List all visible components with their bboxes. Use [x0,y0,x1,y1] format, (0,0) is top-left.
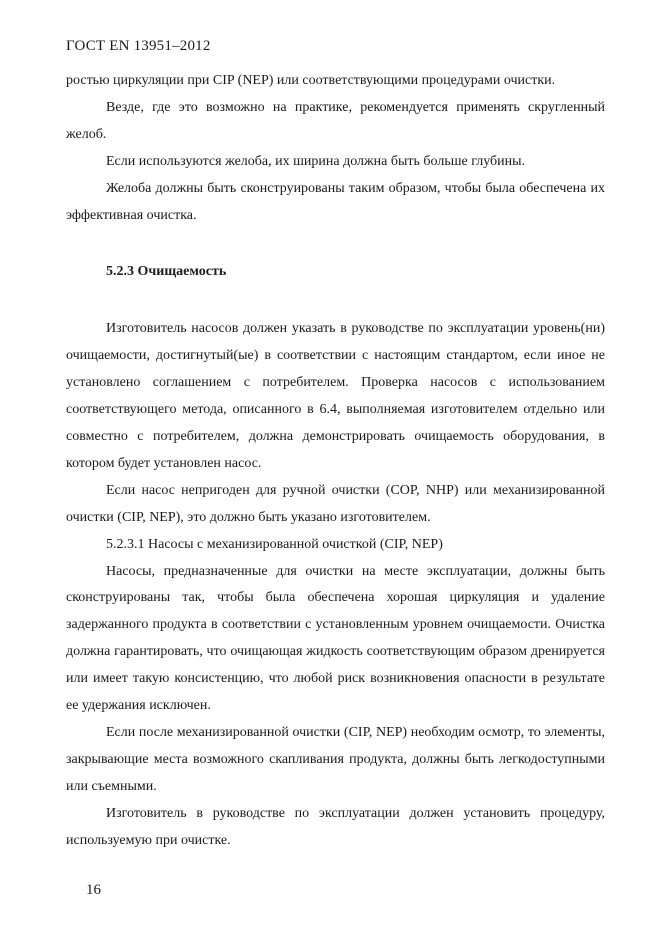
paragraph-gutter-width: Если используются желоба, их ширина должна быть больше глубины. [106,153,526,169]
paragraph-continuation: ростью циркуляции при CIP (NEP) или соответствующими процедурами очистки. [66,73,556,88]
section-heading-cleanability: 5.2.3 Очищаемость [106,264,227,280]
document-body [66,68,605,854]
paragraph-rounded-gutter: Везде, где это возможно на практике, рекомендуется применять скругленный желоб. [66,99,605,142]
paragraph-unsuitable-pump: Если насос непригоден для ручной очистки (COP, NHP) или механизированной очистки (CIP, NEP), это должно быть указано изготовителем. [66,482,605,525]
paragraph-procedure: Изготовитель в руководстве по эксплуатации должен установить процедуру, используемую при очистке. [66,805,605,848]
paragraph-gutter-cleaning: Желоба должны быть сконструированы таким образом, чтобы была обеспечена их эффективная очистка. [66,180,605,223]
paragraph-manufacturer-cleanability: Изготовитель насосов должен указать в руководстве по эксплуатации уровень(ни) очищаемости, достигнутый(ые) в соответствии с настоящим стандартом, если иное не установлено соглашением с потребителем. Проверка насосов с использованием соответствующего метода, описанного в 6.4, выполняемая изготовителем отдельно или совместно с потребителем, должна демонстрировать очищаемость оборудования, в котором будет установлен насос. [66,321,605,471]
page-number: 16 [86,882,101,898]
subsection-heading-cip-pumps: 5.2.3.1 Насосы с механизированной очисткой (CIP, NEP) [106,536,443,552]
paragraph-inspection: Если после механизированной очистки (CIP, NEP) необходим осмотр, то элементы, закрывающие места возможного скапливания продукта, должны быть легкодоступными или съемными. [66,724,605,794]
document-header: ГОСТ EN 13951–2012 [66,38,211,54]
paragraph-cip-pumps: Насосы, предназначенные для очистки на месте эксплуатации, должны быть сконструированы так, чтобы была обеспечена хорошая циркуляция и удаление задержанного продукта в соответствии с установленным уровнем очищаемости. Очистка должна гарантировать, что очищающая жидкость соответствующим образом дренируется или имеет такую консистенцию, что любой риск возникновения опасности в результате ее удержания исключен. [66,563,605,714]
